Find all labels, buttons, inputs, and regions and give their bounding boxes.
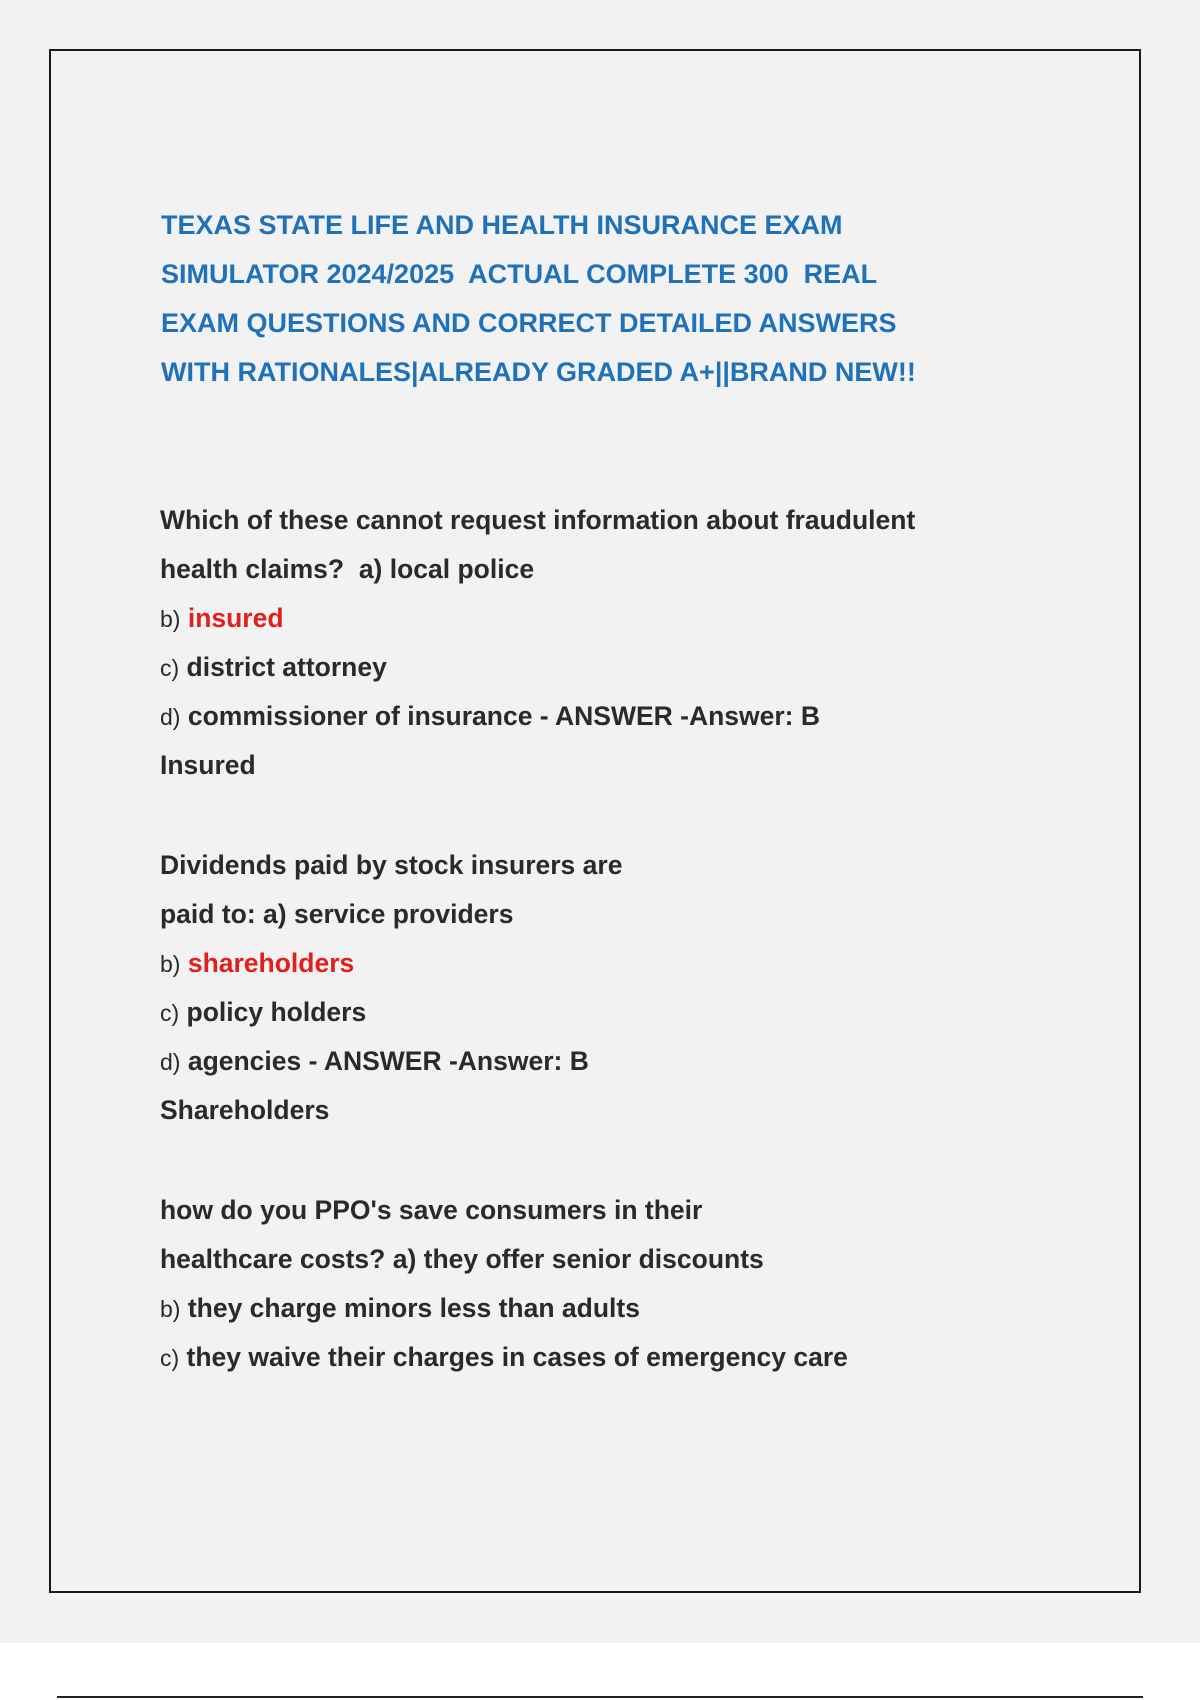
answer-option [160, 692, 1110, 741]
option-text: they waive their charges in cases of emergency care [186, 1342, 848, 1372]
question-stem-line: Which of these cannot request information about fraudulent [160, 505, 916, 535]
title-line: EXAM QUESTIONS AND CORRECT DETAILED ANSWERS [161, 308, 897, 338]
question-stem-line: how do you PPO's save consumers in their [160, 1195, 703, 1225]
option-letter: b) [160, 606, 181, 632]
answer-option [160, 594, 1110, 643]
document-page [49, 49, 1141, 1593]
question-stem-line: health claims? a) local police [160, 554, 535, 584]
next-page-edge [0, 1643, 1200, 1700]
title-line: SIMULATOR 2024/2025 ACTUAL COMPLETE 300 REAL [161, 259, 878, 289]
correct-option-text: insured [187, 603, 284, 633]
answer-text: Insured [160, 750, 256, 780]
option-text: policy holders [186, 997, 367, 1027]
question-1 [160, 496, 1110, 790]
option-letter: d) [160, 704, 181, 730]
question-stem-line: healthcare costs? a) they offer senior discounts [160, 1244, 764, 1274]
title-line: WITH RATIONALES|ALREADY GRADED A+||BRAND NEW!! [161, 357, 916, 387]
option-letter: c) [160, 655, 180, 681]
answer-option [160, 643, 1110, 692]
option-letter: b) [160, 951, 181, 977]
correct-option-text: shareholders [187, 948, 355, 978]
document-title [161, 201, 1061, 397]
page-divider [57, 1696, 1143, 1698]
option-text: agencies - ANSWER -Answer: B [187, 1046, 589, 1076]
answer-option [160, 1037, 1110, 1086]
question-stem-line: Dividends paid by stock insurers are [160, 850, 623, 880]
answer-option [160, 1333, 1110, 1382]
title-line: TEXAS STATE LIFE AND HEALTH INSURANCE EXAM [161, 210, 843, 240]
answer-option [160, 939, 1110, 988]
question-stem-line: paid to: a) service providers [160, 899, 514, 929]
option-letter: d) [160, 1049, 181, 1075]
option-text: district attorney [186, 652, 387, 682]
answer-option [160, 988, 1110, 1037]
answer-option [160, 1284, 1110, 1333]
option-letter: b) [160, 1296, 181, 1322]
option-letter: c) [160, 1345, 180, 1371]
question-3 [160, 1186, 1110, 1382]
option-text: commissioner of insurance - ANSWER -Answer: B [187, 701, 821, 731]
option-text: they charge minors less than adults [187, 1293, 640, 1323]
option-letter: c) [160, 1000, 180, 1026]
question-2 [160, 841, 1110, 1135]
answer-text: Shareholders [160, 1095, 330, 1125]
